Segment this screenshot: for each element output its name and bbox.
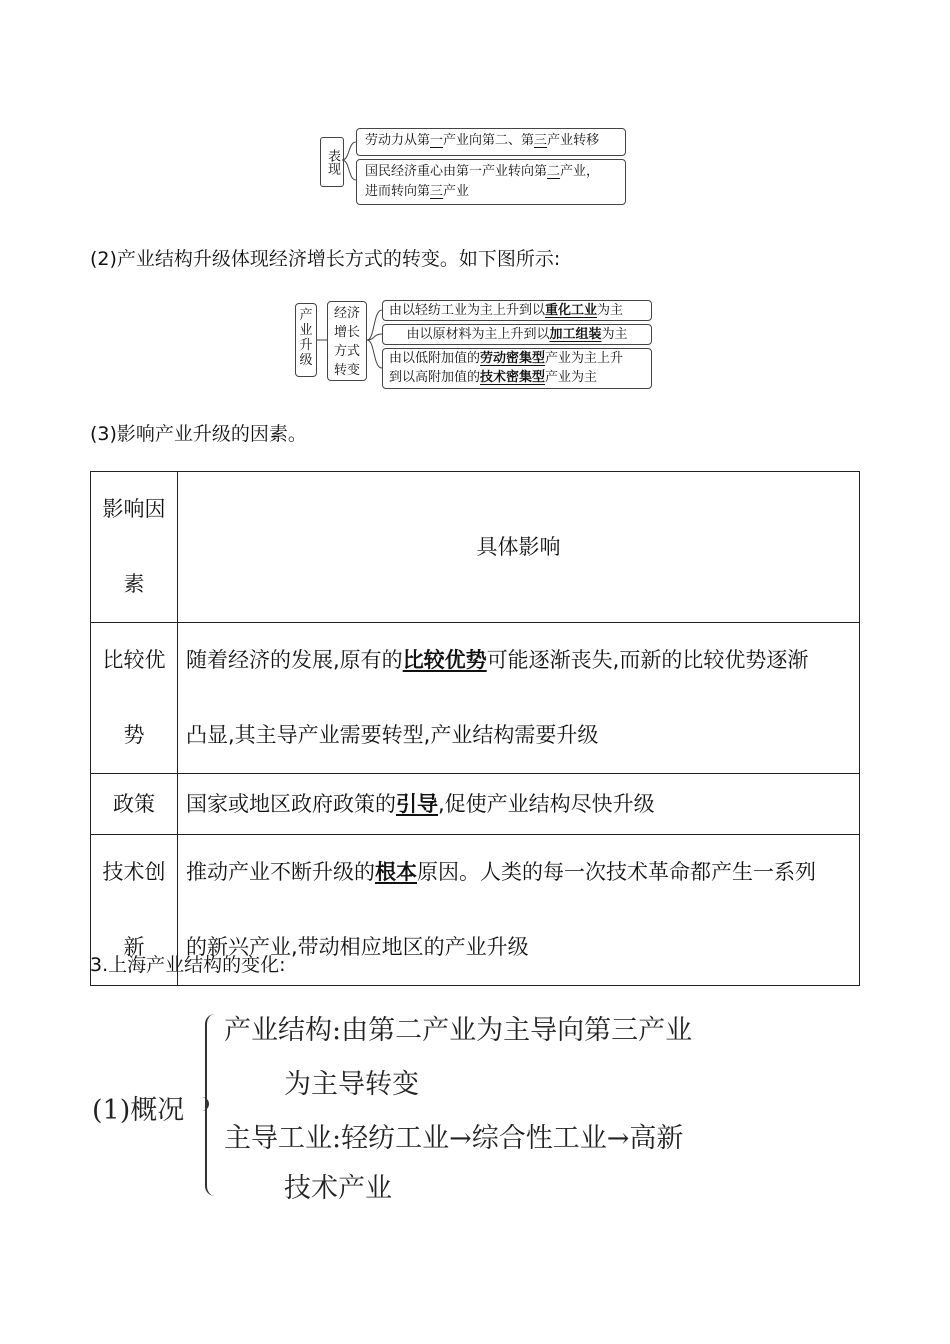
diagram1-label: 表现: [320, 137, 344, 187]
overview-line-3: 主导工业:轻纺工业→综合性工业→高新: [224, 1123, 684, 1154]
overview-line-2: 为主导转变: [284, 1069, 419, 1100]
diagram2-label-outer: 产业升级: [295, 303, 317, 377]
table-cell-effect: 国家或地区政府政策的引导,促使产业结构尽快升级: [178, 774, 860, 835]
table-cell-factor: 政策: [91, 774, 178, 835]
diagram2-row-2: 由以原材料为主上升到以加工组装为主: [382, 324, 652, 345]
diagram2-row-3: 由以低附加值的劳动密集型产业为主上升 到以高附加值的技术密集型产业为主: [382, 348, 652, 389]
table-cell-effect: 推动产业不断升级的根本原因。人类的每一次技术革命都产生一系列 的新兴产业,带动相应地区的产业升级: [178, 835, 860, 986]
table-cell-factor: 技术创 新: [91, 835, 178, 986]
section-3-label: (1)概况: [92, 1095, 185, 1126]
paragraph-2: (2)产业结构升级体现经济增长方式的转变。如下图所示:: [90, 248, 561, 270]
overview-line-1: 产业结构:由第二产业为主导向第三产业: [224, 1015, 693, 1046]
overview-line-4: 技术产业: [284, 1173, 392, 1204]
diagram1-box-1: 劳动力从第一产业向第二、第三产业转移: [356, 128, 626, 156]
table-row: [91, 774, 860, 835]
factors-table: [90, 471, 860, 986]
diagram2-connector-b: [367, 300, 383, 390]
table-header-row: [91, 472, 860, 623]
table-row: [91, 623, 860, 774]
table-header-effect: 具体影响: [178, 472, 860, 623]
table-header-factor: 影响因 素: [91, 472, 178, 623]
table-cell-effect: 随着经济的发展,原有的比较优势可能逐渐丧失,而新的比较优势逐渐 凸显,其主导产业需要转型,产业结构需要升级: [178, 623, 860, 774]
table-cell-factor: 比较优 势: [91, 623, 178, 774]
paragraph-3: (3)影响产业升级的因素。: [90, 423, 307, 445]
diagram1-box-2: 国民经济重心由第一产业转向第二产业， 进而转向第三产业: [356, 159, 626, 205]
diagram2-row-1: 由以轻纺工业为主上升到以重化工业为主: [382, 300, 652, 321]
section-3-title: 3.上海产业结构的变化:: [90, 954, 286, 976]
diagram2-label-inner: 经济增长方式转变: [327, 301, 367, 381]
